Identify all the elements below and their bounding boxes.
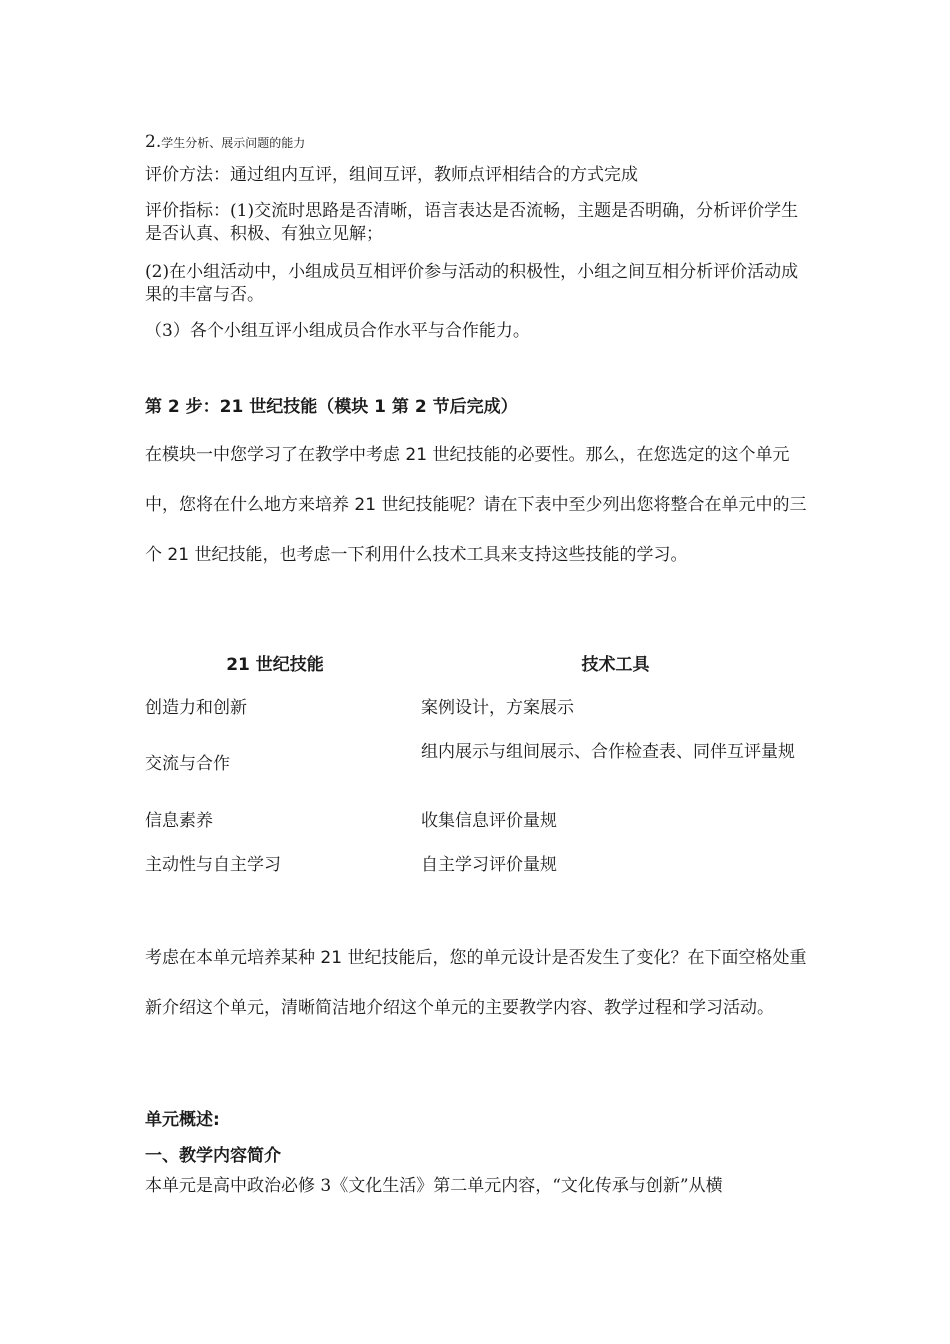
assessment-heading (145, 131, 810, 154)
evaluation-indicator-3: （3）各个小组互评小组成员合作水平与合作能力。 (145, 321, 530, 341)
evaluation-indicator-2: (2)在小组活动中，小组成员互相评价参与活动的积极性，小组之间互相分析评价活动成果的丰富与否。 (145, 262, 799, 305)
table-cell-tool: 组内展示与组间展示、合作检查表、同伴互评量规 (421, 742, 795, 762)
step2-intro: 在模块一中您学习了在教学中考虑 21 世纪技能的必要性。那么，在您选定的这个单元中，您将在什么地方来培养 21 世纪技能呢？请在下表中至少列出您将整合在单元中的三个 21 世纪技能，也考虑一下利用什么技术工具来支持这些技能的学习。 (145, 445, 807, 565)
table-cell-tool: 自主学习评价量规 (421, 855, 557, 875)
step2-title: 第 2 步：21 世纪技能（模块 1 第 2 节后完成） (145, 397, 518, 417)
evaluation-indicator-1: 评价指标：(1)交流时思路是否清晰，语言表达是否流畅，主题是否明确，分析评价学生是否认真、积极、有独立见解； (145, 201, 799, 244)
overview-label: 单元概述: (145, 1110, 220, 1130)
heading-text: 学生分析、展示问题的能力 (161, 136, 306, 150)
table-cell-skill: 交流与合作 (145, 754, 230, 774)
table-cell-skill: 主动性与自主学习 (145, 855, 281, 875)
reflection-paragraph: 考虑在本单元培养某种 21 世纪技能后，您的单元设计是否发生了变化？在下面空格处重新介绍这个单元，清晰简洁地介绍这个单元的主要教学内容、教学过程和学习活动。 (145, 948, 807, 1018)
section-1-text: 本单元是高中政治必修 3《文化生活》第二单元内容，“文化传承与创新”从横 (145, 1176, 723, 1196)
section-1-title: 一、教学内容简介 (145, 1146, 281, 1166)
table-cell-tool: 收集信息评价量规 (421, 811, 557, 831)
skills-table (145, 650, 810, 890)
skills-header: 21 世纪技能 (226, 655, 324, 675)
table-cell-skill: 信息素养 (145, 811, 213, 831)
table-cell-tool: 案例设计，方案展示 (421, 698, 574, 718)
evaluation-method: 评价方法：通过组内互评，组间互评，教师点评相结合的方式完成 (145, 165, 638, 185)
heading-number: 2. (145, 132, 162, 152)
tools-header: 技术工具 (581, 655, 650, 675)
table-cell-skill: 创造力和创新 (145, 698, 247, 718)
